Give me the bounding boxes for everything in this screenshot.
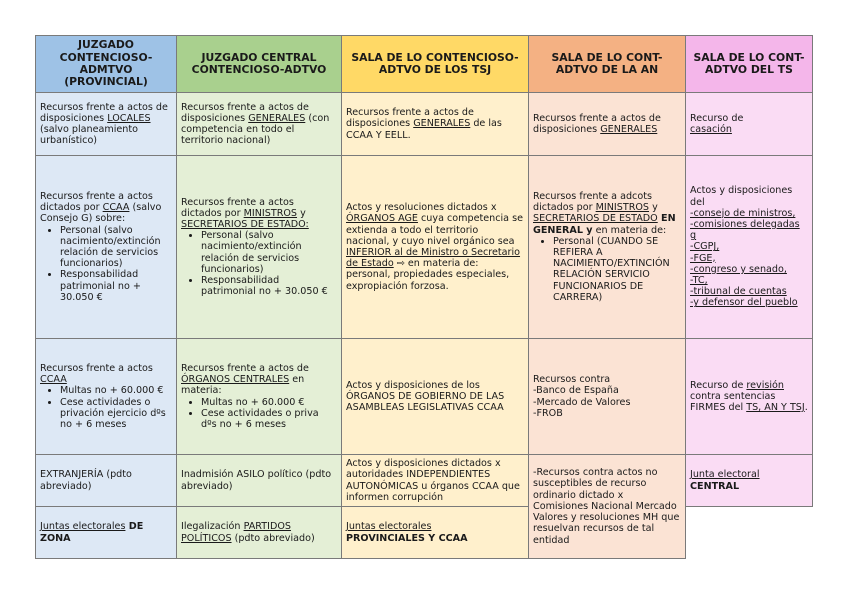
cell-r4-c5: Junta electoral CENTRAL bbox=[686, 455, 813, 507]
table-row bbox=[36, 339, 813, 455]
cell-r5-c3: Juntas electorales PROVINCIALES Y CCAA bbox=[342, 507, 529, 559]
cell-r2-c5: Actos y disposiciones del -consejo de ministros, -comisiones delegadas g -CGPJ, -FGE, -congreso y senado, -TC, -tribunal de cuentas -y defensor del pueblo bbox=[686, 156, 813, 339]
list-item: • Multas no + 60.000 € bbox=[201, 397, 337, 408]
list-item: • Responsabilidad patrimonial no + 30.050 € bbox=[201, 275, 337, 297]
header-juzgado-provincial: JUZGADO CONTENCIOSO-ADMTVO (PROVINCIAL) bbox=[36, 36, 177, 93]
table-row bbox=[36, 93, 813, 156]
list-item: • Responsabilidad patrimonial no + 30.050 € bbox=[60, 269, 172, 303]
cell-r3-c1: Recursos frente a actos CCAA • Multas no + 60.000 € • Cese actividades o privación ejercicio dºs no + 6 meses bbox=[36, 339, 177, 455]
cell-r1-c2: Recursos frente a actos de disposiciones GENERALES (con competencia en todo el territorio nacional) bbox=[177, 93, 342, 156]
header-row bbox=[36, 36, 813, 93]
header-juzgado-central: JUZGADO CENTRAL CONTENCIOSO-ADTVO bbox=[177, 36, 342, 93]
competences-table bbox=[35, 35, 813, 559]
cell-r4-c1: EXTRANJERÍA (pdto abreviado) bbox=[36, 455, 177, 507]
table-row bbox=[36, 455, 813, 507]
cell-r5-c5-empty bbox=[686, 507, 813, 559]
list-item: • Personal (CUANDO SE REFIERA A NACIMIENTO/EXTINCIÓN RELACIÓN SERVICIO FUNCIONARIOS DE CARRERA) bbox=[553, 236, 681, 303]
cell-r4-c2: Inadmisión ASILO político (pdto abreviado) bbox=[177, 455, 342, 507]
cell-r1-c3: Recursos frente a actos de disposiciones GENERALES de las CCAA Y EELL. bbox=[342, 93, 529, 156]
table-row bbox=[36, 507, 813, 559]
cell-r4-c4: -Recursos contra actos no susceptibles de recurso ordinario dictado x Comisiones Nacional Mercado Valores y resoluciones MH que resuelvan recursos de tal entidad bbox=[529, 455, 686, 559]
cell-r1-c1: Recursos frente a actos de disposiciones LOCALES (salvo planeamiento urbanístico) bbox=[36, 93, 177, 156]
cell-r1-c5: Recurso de casación bbox=[686, 93, 813, 156]
cell-r2-c2: Recursos frente a actos dictados por MINISTROS y SECRETARIOS DE ESTADO: • Personal (salvo nacimiento/extinción relación de servicios funcionarios) • Responsabilidad patrimonial no + 30.050 € bbox=[177, 156, 342, 339]
table-row bbox=[36, 156, 813, 339]
cell-r2-c1: Recursos frente a actos dictados por CCAA (salvo Consejo G) sobre: • Personal (salvo nacimiento/extinción relación de servicios funcionarios) • Responsabilidad patrimonial no + 30.050 € bbox=[36, 156, 177, 339]
list-item: • Personal (salvo nacimiento/extinción relación de servicios funcionarios) bbox=[60, 225, 172, 270]
cell-r2-c3: Actos y resoluciones dictados x ÓRGANOS AGE cuya competencia se extienda a todo el territorio nacional, y cuyo nivel orgánico sea INFERIOR al de Ministro o Secretario de Estado ⇨ en materia de: personal, propiedades especiales, expropiación forzosa. bbox=[342, 156, 529, 339]
header-sala-ts: SALA DE LO CONT-ADTVO DEL TS bbox=[686, 36, 813, 93]
cell-r3-c2: Recursos frente a actos de ÓRGANOS CENTRALES en materia: • Multas no + 60.000 € • Cese actividades o priva dºs no + 6 meses bbox=[177, 339, 342, 455]
header-sala-tsj: SALA DE LO CONTENCIOSO-ADTVO DE LOS TSJ bbox=[342, 36, 529, 93]
cell-r5-c1: Juntas electorales DE ZONA bbox=[36, 507, 177, 559]
cell-r3-c4: Recursos contra -Banco de España -Mercado de Valores -FROB bbox=[529, 339, 686, 455]
list-item: • Personal (salvo nacimiento/extinción relación de servicios funcionarios) bbox=[201, 230, 337, 275]
list-item: • Multas no + 60.000 € bbox=[60, 385, 172, 396]
header-sala-an: SALA DE LO CONT-ADTVO DE LA AN bbox=[529, 36, 686, 93]
cell-r4-c3: Actos y disposiciones dictados x autoridades INDEPENDIENTES AUTONÓMICAS u órganos CCAA que informen corrupción bbox=[342, 455, 529, 507]
cell-r2-c4: Recursos frente a adcots dictados por MINISTROS y SECRETARIOS DE ESTADO EN GENERAL y en materia de: • Personal (CUANDO SE REFIERA A NACIMIENTO/EXTINCIÓN RELACIÓN SERVICIO FUNCIONARIOS DE CARRERA) bbox=[529, 156, 686, 339]
cell-r1-c4: Recursos frente a actos de disposiciones GENERALES bbox=[529, 93, 686, 156]
list-item: • Cese actividades o privación ejercicio dºs no + 6 meses bbox=[60, 397, 172, 431]
list-item: • Cese actividades o priva dºs no + 6 meses bbox=[201, 408, 337, 430]
cell-r3-c5: Recurso de revisión contra sentencias FIRMES del TS, AN Y TSJ. bbox=[686, 339, 813, 455]
cell-r5-c2: Ilegalización PARTIDOS POLÍTICOS (pdto abreviado) bbox=[177, 507, 342, 559]
cell-r3-c3: Actos y disposiciones de los ÓRGANOS DE GOBIERNO DE LAS ASAMBLEAS LEGISLATIVAS CCAA bbox=[342, 339, 529, 455]
